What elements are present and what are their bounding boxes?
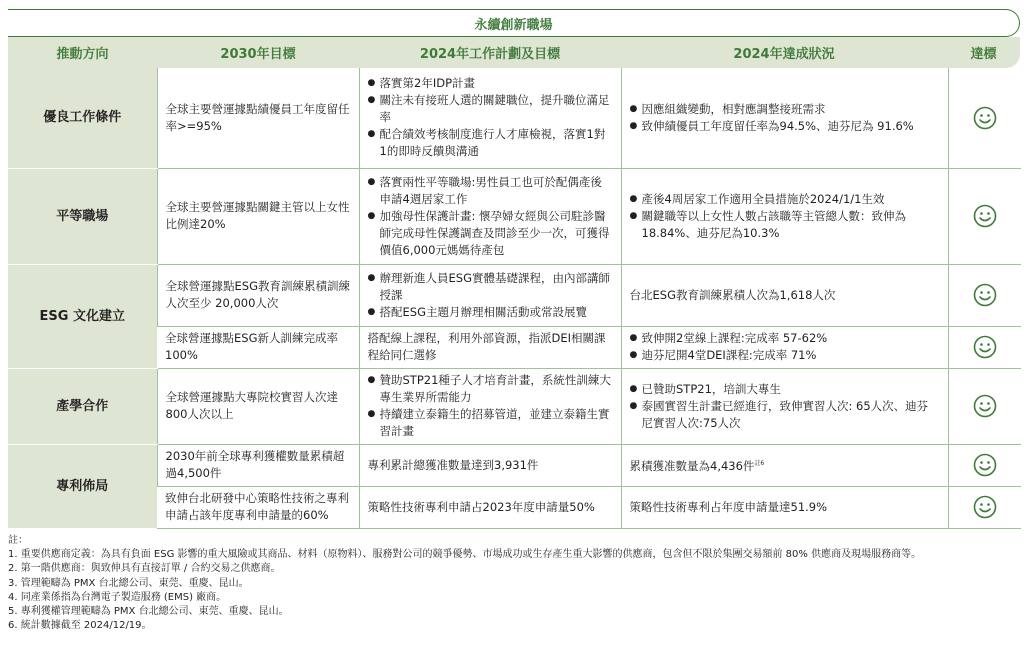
table-row: [8, 368, 1021, 444]
footnotes-heading: 註：: [8, 535, 28, 546]
status-cell: [621, 368, 948, 444]
table-row: [8, 444, 1021, 486]
smiley-icon: [973, 204, 997, 228]
category-cell: 平等職場: [8, 168, 157, 264]
status-cell: [621, 168, 948, 264]
table-row: [8, 68, 1021, 168]
footnote-ref: 註6: [754, 460, 765, 468]
plan-cell: [359, 68, 621, 168]
plan-cell: [359, 368, 621, 444]
achieved-cell: [948, 326, 1021, 368]
goals-table: [8, 68, 1021, 529]
plan-cell: 專利累計總獲准數量達到3,931件: [359, 444, 621, 486]
status-item: ● 產後4周居家工作適用全員措施於2024/1/1生效: [630, 191, 940, 208]
footnote: 6. 統計數據截至 2024/12/19。: [8, 620, 152, 632]
goal-cell: 致伸台北研發中心策略性技術之專利申請占該年度專利申請量的60%: [157, 486, 359, 528]
plan-cell: [359, 168, 621, 264]
table-row: [8, 264, 1021, 326]
smiley-icon: [973, 335, 997, 359]
status-item: ● 致伸績優員工年度留任率為94.5%、迪芬尼為 91.6%: [630, 118, 940, 135]
table-row: [8, 326, 1021, 368]
achieved-cell: [948, 68, 1021, 168]
status-item: ● 因應組織變動，相對應調整接班需求: [630, 101, 940, 118]
plan-cell: [359, 264, 621, 326]
plan-item: ● 落實第2年IDP計畫: [368, 75, 613, 92]
status-text: 累積獲准數量為4,436件: [629, 458, 755, 473]
footnotes: [8, 534, 921, 633]
footnote: 2. 第一階供應商：與致伸具有直接訂單 / 合約交易之供應商。: [8, 563, 281, 575]
smiley-icon: [973, 283, 997, 307]
status-item: ● 迪芬尼開4堂DEI課程:完成率 71%: [630, 347, 940, 364]
status-item: ● 致伸開2堂線上課程:完成率 57-62%: [630, 330, 940, 347]
goal-cell: 全球營運據點大專院校實習人次達800人次以上: [157, 368, 359, 444]
category-cell: 產學合作: [8, 368, 157, 444]
header-status-2024: 2024年達成狀況: [733, 47, 835, 62]
footnote: 1. 重要供應商定義：為具有負面 ESG 影響的重大風險或其商品、材料（原物料）、服務對公司的競爭優勢、市場成功或生存產生重大影響的供應商，包含但不限於集團交易額前 80% 供應商及現場服務商等。: [8, 549, 922, 561]
goal-cell: 全球營運據點ESG教育訓練累積訓練人次至少 20,000人次: [157, 264, 359, 326]
header-plan-2024: 2024年工作計劃及目標: [419, 47, 561, 62]
footnote: 3. 管理範疇為 PMX 台北總公司、東莞、重慶、昆山。: [8, 577, 249, 589]
status-cell: [621, 68, 948, 168]
achieved-cell: [948, 486, 1021, 528]
achieved-cell: [948, 264, 1021, 326]
achieved-cell: [948, 444, 1021, 486]
status-item: ● 泰國實習生計畫已經進行，致伸實習人次: 65人次、迪芬尼實習人次:75人次: [630, 398, 940, 432]
plan-item: ● 搭配ESG主題月辦理相關活動或常設展覽: [368, 304, 613, 321]
plan-item: ● 持續建立泰籍生的招募管道，並建立泰籍生實習計畫: [368, 406, 613, 440]
category-cell: ESG 文化建立: [8, 264, 157, 368]
category-cell: 專利佈局: [8, 444, 157, 528]
plan-item: ● 配合績效考核制度進行人才庫檢視，落實1對1的即時反饋與溝通: [368, 126, 613, 160]
smiley-icon: [973, 106, 997, 130]
plan-cell: 策略性技術專利申請占2023年度申請量50%: [359, 486, 621, 528]
status-item: ● 關鍵職等以上女性人數占該職等主管總人數：致伸為18.84%、迪芬尼為10.3%: [630, 208, 940, 242]
plan-cell: 搭配線上課程，利用外部資源，指派DEI相關課程給同仁選修: [359, 326, 621, 368]
goal-cell: 全球主要營運據點績優員工年度留任率>=95%: [157, 68, 359, 168]
smiley-icon: [973, 394, 997, 418]
status-cell: 策略性技術專利占年度申請量達51.9%: [621, 486, 948, 528]
plan-item: ● 落實兩性平等職場:男性員工也可於配偶產後申請4週居家工作: [368, 174, 613, 208]
goal-cell: 全球營運據點ESG新人訓練完成率100%: [157, 326, 359, 368]
plan-item: ● 贊助STP21種子人才培育計畫，系統性訓練大專生業界所需能力: [368, 372, 613, 406]
smiley-icon: [973, 453, 997, 477]
plan-item: ● 關注未有接班人選的關鍵職位，提升職位滿足率: [368, 92, 613, 126]
table-title: 永續創新職場: [8, 9, 1020, 37]
status-cell: 台北ESG教育訓練累積人次為1,618人次: [621, 264, 948, 326]
header-goal-2030: 2030年目標: [220, 47, 296, 62]
footnote: 4. 同產業係指為台灣電子製造服務 (EMS) 廠商。: [8, 591, 227, 603]
table-header: [8, 37, 1020, 68]
achieved-cell: [948, 168, 1021, 264]
plan-item: ● 加強母性保護計畫: 懷孕婦女經與公司駐診醫師完成母性保護調查及問診至少一次，可獲得價值6,000元媽媽待產包: [368, 208, 613, 259]
smiley-icon: [973, 495, 997, 519]
goal-cell: 2030年前全球專利獲權數量累積超過4,500件: [157, 444, 359, 486]
header-achieved: 達標: [970, 47, 997, 62]
status-cell: [621, 326, 948, 368]
goal-cell: 全球主要營運據點關鍵主管以上女性比例達20%: [157, 168, 359, 264]
status-cell: [621, 444, 948, 486]
footnote: 5. 專利獲權管理範疇為 PMX 台北總公司、東莞、重慶、昆山。: [8, 606, 289, 618]
table-row: [8, 486, 1021, 528]
status-item: ● 已贊助STP21，培訓大專生: [630, 381, 940, 398]
achieved-cell: [948, 368, 1021, 444]
category-cell: 優良工作條件: [8, 68, 157, 168]
header-direction: 推動方向: [56, 47, 109, 62]
plan-item: ● 辦理新進人員ESG實體基礎課程，由內部講師授課: [368, 270, 613, 304]
table-row: [8, 168, 1021, 264]
